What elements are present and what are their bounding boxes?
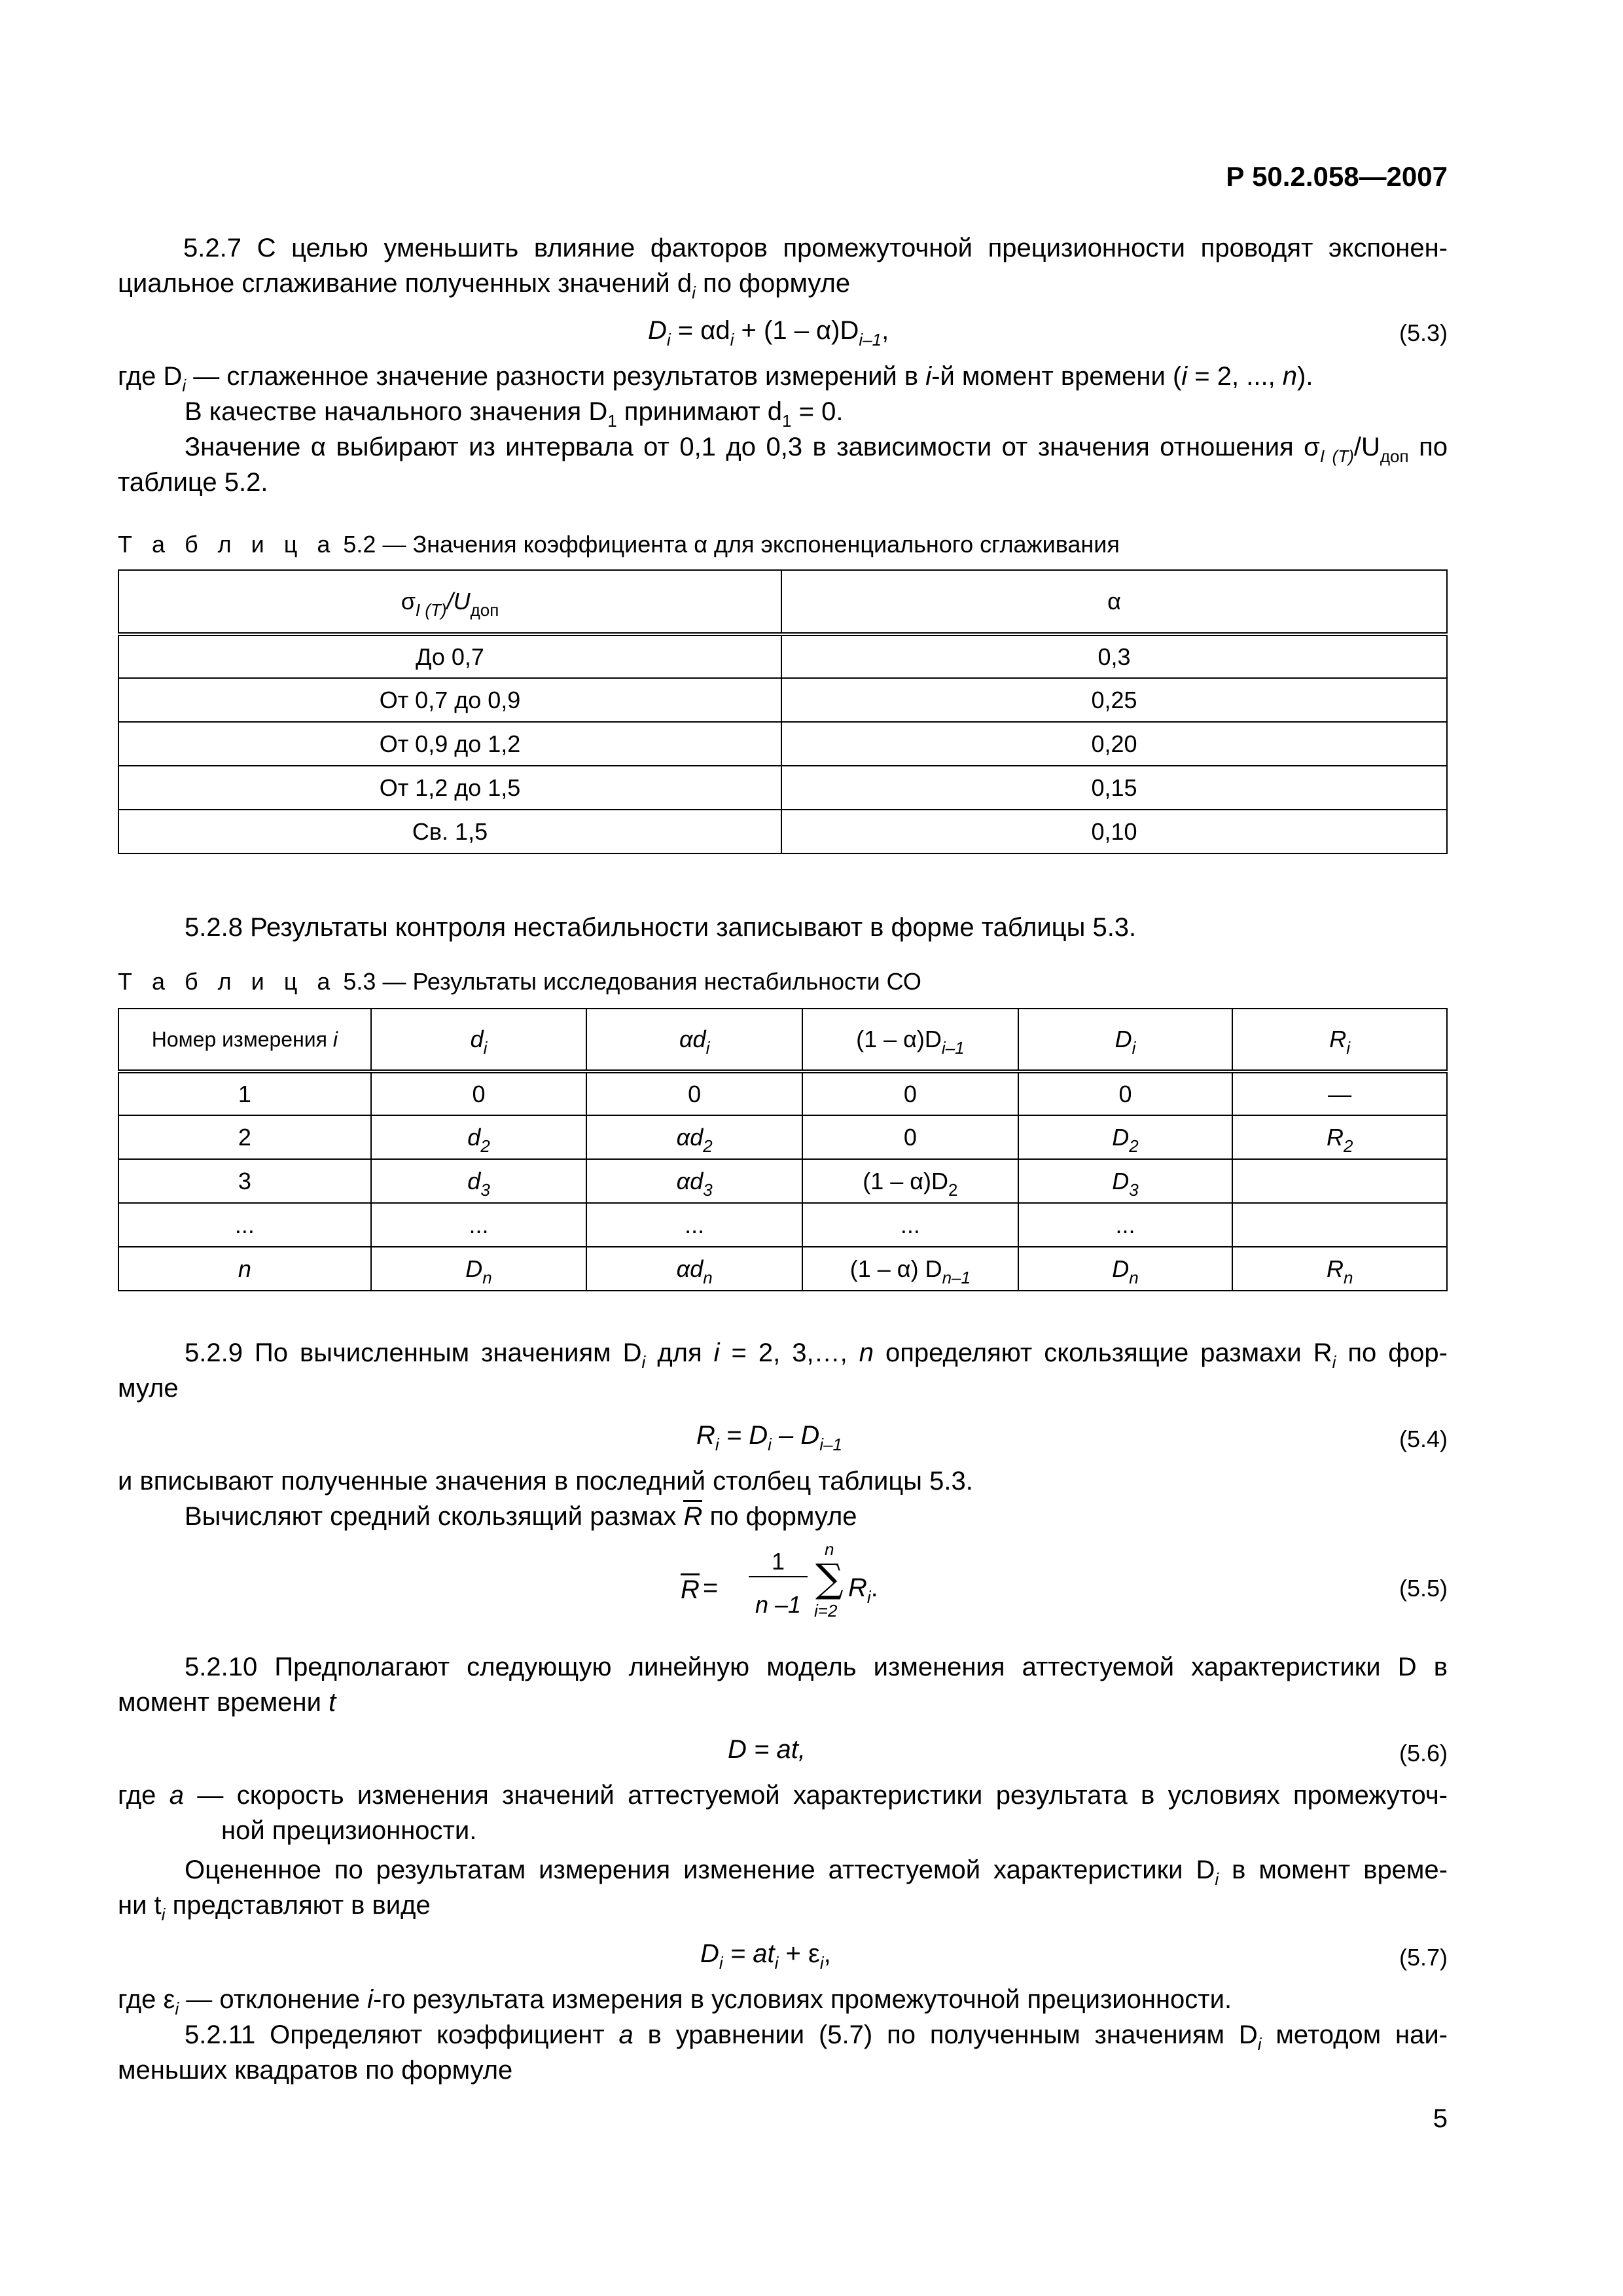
table-row: От 1,2 до 1,5 0,15 [118,766,1447,810]
table-row: От 0,7 до 0,9 0,25 [118,678,1447,722]
table-row: 2 $d_2$ $\alpha d_2$ 0 $D_2$ $R_2$ [118,1115,1447,1159]
header-D: $D_i$ [1018,1009,1233,1071]
equation-number-5-3: (5.3) [1399,319,1448,346]
table-5-2 [118,569,1448,854]
paragraph-5-2-10-line2: момент времени t [118,1688,336,1717]
equation-5-7: $D_i = at_i + \varepsilon_i$, [700,1939,831,1973]
header-measurement-number: Номер измерения i [118,1009,371,1071]
table-row: До 0,7 0,3 [118,634,1447,678]
alpha-choice-line2: таблице 5.2. [118,468,268,497]
paragraph-5-2-10-line1: 5.2.10 Предполагают следующую линейную модель изменения аттестуемой характеристики D в [185,1653,1448,1681]
table-header-row [118,570,1447,634]
where-5-6-line2: ной прецизионности. [221,1816,477,1845]
header-cell-ratio: $\sigma_{I (T)}/U_{доп}$ [118,570,781,634]
table-row: От 0,9 до 1,2 0,20 [118,722,1447,766]
estimated-line2: ни $t_i$ представляют в виде [118,1891,431,1924]
paragraph-5-2-7-line2: циальное сглаживание полученных значений $d_i$ по формуле [118,269,851,302]
header-d: $d_i$ [371,1009,587,1071]
header-R: $R_i$ [1232,1009,1447,1071]
header-smoothed-prev: $(1 - \alpha)D_{i-1}$ [802,1009,1018,1071]
page-number: 5 [1433,2104,1448,2133]
equation-number-5-7: (5.7) [1399,1944,1448,1971]
header-alpha-d: $\alpha d_i$ [586,1009,802,1071]
after-equation-5-4: и вписывают полученные значения в последний столбец таблицы 5.3. [118,1467,973,1496]
where-5-7: где $\varepsilon_i$ — отклонение i-го результата измерения в условиях промежуточной прецизионности. [118,1985,1232,2018]
document-page: Р 50.2.058—2007 5.2.7 С целью уменьшить влияние факторов промежуточной прецизионности проводят экспонен- циальное сглаживание полученных значений $d_i$ по формуле $D_i = \alpha d_i + (1 - \alpha)D_{i-1}$, (5.3) где $D_i$ — сглаженное значение разности результатов измерений в i-й момент времени (i = 2, ..., n). В качестве начального значения $D_1$ принимают $d_1 = 0$. Значение α выбирают из интервала от 0,1 до 0,3 в зависимости от значения отношения $\sigma_{I (T)}/U_{доп}$ по таблице 5.2. Т а б л и ц а 5.2 — Значения коэффициента α для экспоненциального сглаживания $\sigma_{I (T)}/U_{доп}$ α До 0,7 0,3 От 0,7 до 0,9 0,25 От 0,9 до 1,2 0,20 От 1,2 до 1,5 0,15 Св. 1,5 0,10 5.2.8 Результаты контроля нестабильности записывают в форме таблицы 5.3. Т а б л и ц а 5.3 — Результаты исследования нестабильности СО Номер измерения i $d_i$ $\alpha d_i$ $(1 - \alpha)D_{i-1}$ $D_i$ $R_i$ 1 0 0 0 0 — 2 $d_2$ $\alpha d_2$ 0 $D_2$ $R_2$ 3 $d_3$ $\alpha d_3$ $(1 - \alpha)D_2$ $D_3$ ... ... ... ... ... n $D_n$ $\alpha d_n$ (1 – α) $D_{n-1}$ $D_n$ $R_n$ 5.2.9 По вычисленным значениям $D_i$ для i = 2, 3,…, n определяют скользящие размахи $R_i$ по фор- муле $R_i = D_i - D_{i-1}$ (5.4) и вписывают полученные значения в последний столбец таблицы 5.3. Вычисляют средний скользящий размах R по формуле R = 1 n –1 n ∑ i=2 $R_i$. (5.5) 5.2.10 Предполагают следующую линейную модель изменения аттестуемой характеристики D в момент времени t D = at, (5.6) где a — скорость изменения значений аттестуемой характеристики результата в условиях промежуточ- ной прецизионности. Оцененное по результатам измерения изменение аттестуемой характеристики $D_i$ в момент време- ни $t_i$ представляют в виде $D_i = at_i + \varepsilon_i$, (5.7) где $\varepsilon_i$ — отклонение i-го результата измерения в условиях промежуточной прецизионности. 5.2.11 Определяют коэффициент a в уравнении (5.7) по полученным значениям $D_i$ методом наи- меньших квадратов по формуле 5 [0,0,1623,2296]
header-cell-alpha: α [781,570,1447,634]
table-row: 3 $d_3$ $\alpha d_3$ $(1 - \alpha)D_2$ $D_3$ [118,1159,1447,1203]
paragraph-5-2-11-line2: меньших квадратов по формуле [118,2056,513,2085]
paragraph-5-2-9-line2: муле [118,1374,179,1403]
where-5-6-line1: где a — скорость изменения значений аттестуемой характеристики результата в условиях промежуточ- [118,1781,1448,1810]
alpha-choice-line1: Значение α выбирают из интервала от 0,1 до 0,3 в зависимости от значения отношения $\sigma_{I (T)}/U_{доп}$ по [185,433,1448,466]
table-5-3 [118,1008,1448,1291]
table-5-2-caption: Т а б л и ц а 5.2 — Значения коэффициента α для экспоненциального сглаживания [118,531,1120,558]
paragraph-5-2-7-line1: 5.2.7 С целью уменьшить влияние факторов промежуточной прецизионности проводят экспонен- [183,234,1448,262]
equation-number-5-5: (5.5) [1399,1575,1448,1602]
equation-number-5-6: (5.6) [1399,1740,1448,1767]
initial-value-line: В качестве начального значения $D_1$ принимают $d_1 = 0$. [185,397,844,431]
estimated-line1: Оцененное по результатам измерения изменение аттестуемой характеристики $D_i$ в момент време- [185,1856,1448,1889]
equation-5-4: $R_i = D_i - D_{i-1}$ [696,1421,842,1454]
table-row: ... ... ... ... ... [118,1203,1447,1247]
paragraph-5-2-9-line1: 5.2.9 По вычисленным значениям $D_i$ для i = 2, 3,…, n определяют скользящие размахи $R_i$ по фор- [185,1338,1448,1372]
where-5-3: где $D_i$ — сглаженное значение разности результатов измерений в i-й момент времени (i = 2, ..., n). [118,362,1313,395]
table-row: Св. 1,5 0,10 [118,810,1447,853]
paragraph-5-2-11-line1: 5.2.11 Определяют коэффициент a в уравнении (5.7) по полученным значениям $D_i$ методом наи- [185,2020,1448,2054]
table-row: 1 0 0 0 0 — [118,1071,1447,1115]
table-header-row [118,1009,1447,1071]
table-row: n $D_n$ $\alpha d_n$ (1 – α) $D_{n-1}$ $D_n$ $R_n$ [118,1247,1447,1291]
equation-number-5-4: (5.4) [1399,1426,1448,1452]
table-5-3-caption: Т а б л и ц а 5.3 — Результаты исследования нестабильности СО [118,968,921,995]
equation-5-3: $D_i = \alpha d_i + (1 - \alpha)D_{i-1}$, [648,316,889,350]
document-number: Р 50.2.058—2007 [1226,161,1448,192]
mean-range-line: Вычисляют средний скользящий размах R по формуле [185,1499,857,1534]
paragraph-5-2-8: 5.2.8 Результаты контроля нестабильности записывают в форме таблицы 5.3. [185,913,1137,942]
equation-5-6: D = at, [728,1735,806,1764]
